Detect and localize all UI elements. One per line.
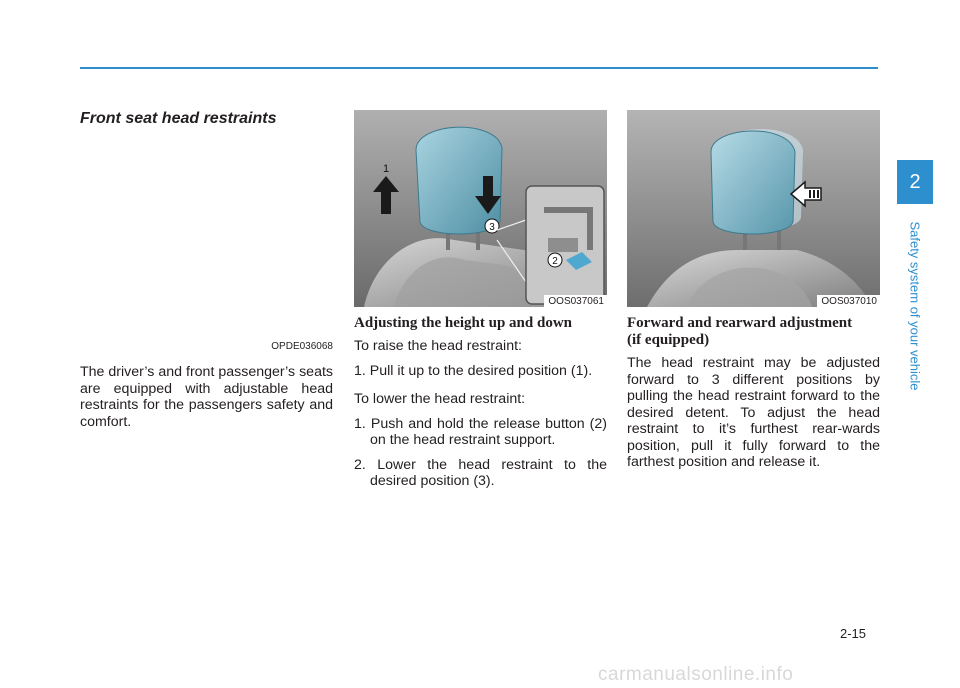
lower-intro: To lower the head restraint: bbox=[354, 391, 526, 407]
heading-line-1: Forward and rearward adjustment bbox=[627, 315, 853, 331]
head-restraint-forward-illustration bbox=[627, 110, 880, 307]
figure-code: OPDE036068 bbox=[271, 341, 333, 352]
intro-paragraph: The driver’s and front passenger’s seats are equipped with adjustable head restraints for the passengers safety and comfort. bbox=[80, 364, 333, 430]
list-item: 1. Push and hold the release button (2) on the head restraint support. bbox=[354, 415, 607, 448]
heading-forward-adjust bbox=[627, 315, 880, 349]
callout-3: 3 bbox=[489, 222, 495, 233]
raise-steps bbox=[354, 363, 607, 380]
head-restraint-height-illustration bbox=[354, 110, 607, 307]
callout-1: 1 bbox=[382, 163, 390, 175]
chapter-number: 2 bbox=[909, 170, 921, 193]
list-item: 2. Lower the head restraint to the desired position (3). bbox=[354, 456, 607, 489]
column-1 bbox=[80, 110, 333, 438]
figure-forward-adjust bbox=[627, 110, 880, 307]
heading-line-2: (if equipped) bbox=[627, 332, 710, 348]
heading-height-adjust: Adjusting the height up and down bbox=[354, 315, 572, 331]
figure-blank bbox=[80, 134, 333, 352]
raise-intro: To raise the head restraint: bbox=[354, 338, 522, 354]
callout-2: 2 bbox=[552, 256, 558, 267]
chapter-title: Safety system of your vehicle bbox=[907, 221, 923, 391]
column-2 bbox=[354, 110, 607, 498]
figure-height-adjust bbox=[354, 110, 607, 307]
watermark: carmanualsonline.info bbox=[598, 664, 794, 685]
forward-paragraph: The head restraint may be adjusted forward to 3 different positions by pulling the head restraint forward to the desired detent. To adjust the head restraint to it’s furthest rear-wards position, pull it fully forward to the farthest position and release it. bbox=[627, 355, 880, 470]
figure-code: OOS037061 bbox=[544, 295, 607, 307]
column-3 bbox=[627, 110, 880, 479]
figure-code: OOS037010 bbox=[817, 295, 880, 307]
section-title: Front seat head restraints bbox=[80, 110, 277, 127]
list-item: 1. Pull it up to the desired position (1). bbox=[354, 362, 593, 379]
top-rule bbox=[80, 67, 878, 69]
lower-steps bbox=[354, 416, 607, 490]
page-number: 2-15 bbox=[840, 626, 867, 641]
